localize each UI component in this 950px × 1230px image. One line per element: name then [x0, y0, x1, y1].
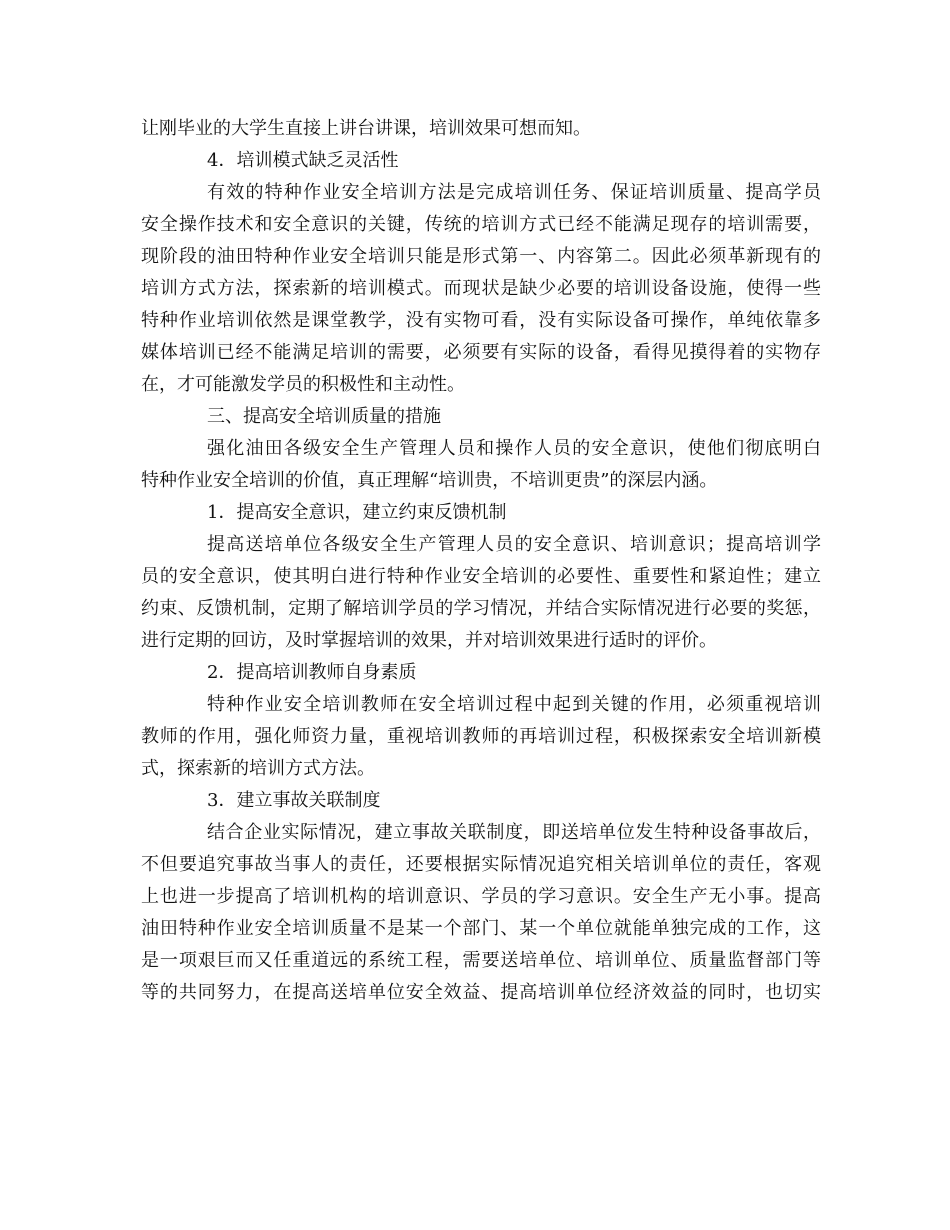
paragraph-line: 教师的作用，强化师资力量，重视培训教师的再培训过程，积极探索安全培训新模: [141, 726, 821, 747]
paragraph-line: 进行定期的回访，及时掌握培训的效果，并对培训效果进行适时的评价。: [141, 630, 717, 651]
paragraph-line-indented: 三、提高安全培训质量的措施: [207, 406, 441, 427]
paragraph-line-indented: 结合企业实际情况，建立事故关联制度，即送培单位发生特种设备事故后，: [207, 822, 821, 843]
paragraph-line: 上也进一步提高了培训机构的培训意识、学员的学习意识。安全生产无小事。提高: [141, 886, 821, 907]
paragraph-line: 特种作业安全培训的价值，真正理解“培训贵，不培训更贵”的深层内涵。: [141, 470, 718, 491]
document-body: [141, 113, 821, 1009]
paragraph-line-indented: 3．建立事故关联制度: [207, 790, 381, 811]
paragraph-line: 约束、反馈机制，定期了解培训学员的学习情况，并结合实际情况进行必要的奖惩，: [141, 598, 821, 619]
paragraph-line-indented: 提高送培单位各级安全生产管理人员的安全意识、培训意识；提高培训学: [207, 534, 821, 555]
paragraph-line: 现阶段的油田特种作业安全培训只能是形式第一、内容第二。因此必须革新现有的: [141, 246, 821, 267]
paragraph-line: 式，探索新的培训方式方法。: [141, 758, 375, 779]
paragraph-line: 是一项艰巨而又任重道远的系统工程，需要送培单位、培训单位、质量监督部门等: [141, 950, 821, 971]
paragraph-line: 油田特种作业安全培训质量不是某一个部门、某一个单位就能单独完成的工作，这: [141, 918, 821, 939]
paragraph-line-indented: 强化油田各级安全生产管理人员和操作人员的安全意识，使他们彻底明白: [207, 438, 821, 459]
paragraph-line-indented: 4．培训模式缺乏灵活性: [207, 150, 399, 171]
paragraph-line: 在，才可能激发学员的积极性和主动性。: [141, 374, 465, 395]
paragraph-line: 特种作业培训依然是课堂教学，没有实物可看，没有实际设备可操作，单纯依靠多: [141, 310, 821, 331]
paragraph-line: 安全操作技术和安全意识的关键，传统的培训方式已经不能满足现存的培训需要，: [141, 214, 821, 235]
paragraph-line: 员的安全意识，使其明白进行特种作业安全培训的必要性、重要性和紧迫性；建立: [141, 566, 821, 587]
paragraph-line-indented: 特种作业安全培训教师在安全培训过程中起到关键的作用，必须重视培训: [207, 694, 821, 715]
paragraph-line: 媒体培训已经不能满足培训的需要，必须要有实际的设备，看得见摸得着的实物存: [141, 342, 821, 363]
paragraph-line: 等的共同努力，在提高送培单位安全效益、提高培训单位经济效益的同时，也切实: [141, 982, 821, 1003]
paragraph-line-indented: 2．提高培训教师自身素质: [207, 662, 417, 683]
paragraph-line: 培训方式方法，探索新的培训模式。而现状是缺少必要的培训设备设施，使得一些: [141, 278, 821, 299]
paragraph-line: 不但要追究事故当事人的责任，还要根据实际情况追究相关培训单位的责任，客观: [141, 854, 821, 875]
paragraph-line-indented: 有效的特种作业安全培训方法是完成培训任务、保证培训质量、提高学员: [207, 182, 821, 203]
paragraph-line: 让刚毕业的大学生直接上讲台讲课，培训效果可想而知。: [141, 118, 591, 139]
paragraph-line-indented: 1．提高安全意识，建立约束反馈机制: [207, 502, 507, 523]
